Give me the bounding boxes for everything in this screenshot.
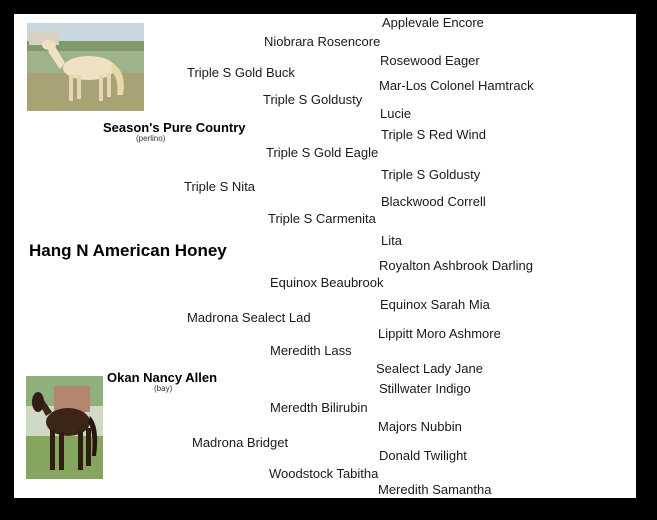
dam-dam: Madrona Bridget [192,435,289,450]
dam-dam-dam: Woodstock Tabitha [269,466,379,481]
sire-dam-dam-sire: Blackwood Correll [381,194,486,209]
sire-dam-sire-sire: Triple S Red Wind [381,127,486,142]
sire-sire: Triple S Gold Buck [187,65,295,80]
dam-name: Okan Nancy Allen [107,370,218,385]
sire-dam-dam-dam: Lita [381,233,402,248]
horse-photo-icon [27,23,144,111]
sire-dam-dam: Triple S Carmenita [268,211,376,226]
sire-sire-dam: Triple S Goldusty [263,92,363,107]
dam-photo [26,376,103,479]
dam-dam-sire-dam: Majors Nubbin [378,419,462,434]
dam-color: (bay) [154,384,173,393]
horse-photo-icon [26,376,103,479]
sire-color: (perlino) [136,134,166,143]
dam-dam-sire: Meredth Bilirubin [270,400,368,415]
sire-dam: Triple S Nita [184,179,256,194]
sire-sire-dam-sire: Mar-Los Colonel Hamtrack [379,78,534,93]
dam-sire-dam-sire: Lippitt Moro Ashmore [378,326,501,341]
dam-dam-dam-sire: Donald Twilight [379,448,467,463]
sire-dam-sire-dam: Triple S Goldusty [381,167,481,182]
sire-sire-dam-dam: Lucie [380,106,412,121]
dam-sire-sire: Equinox Beaubrook [270,275,384,290]
sire-sire-sire: Niobrara Rosencore [264,34,381,49]
sire-sire-sire-dam: Rosewood Eager [380,53,480,68]
sire-sire-sire-sire: Applevale Encore [382,15,484,30]
dam-sire-sire-dam: Equinox Sarah Mia [380,297,490,312]
sire-name: Season's Pure Country [103,120,246,135]
dam-dam-dam-dam: Meredith Samantha [378,482,492,497]
dam-sire-dam-dam: Sealect Lady Jane [376,361,483,376]
sire-photo [27,23,144,111]
dam-sire-sire-sire: Royalton Ashbrook Darling [379,258,533,273]
dam-sire-dam: Meredith Lass [270,343,352,358]
pedigree-chart [14,14,636,498]
subject-name: Hang N American Honey [29,241,227,260]
dam-dam-sire-sire: Stillwater Indigo [379,381,471,396]
dam-sire: Madrona Sealect Lad [187,310,311,325]
sire-dam-sire: Triple S Gold Eagle [266,145,379,160]
